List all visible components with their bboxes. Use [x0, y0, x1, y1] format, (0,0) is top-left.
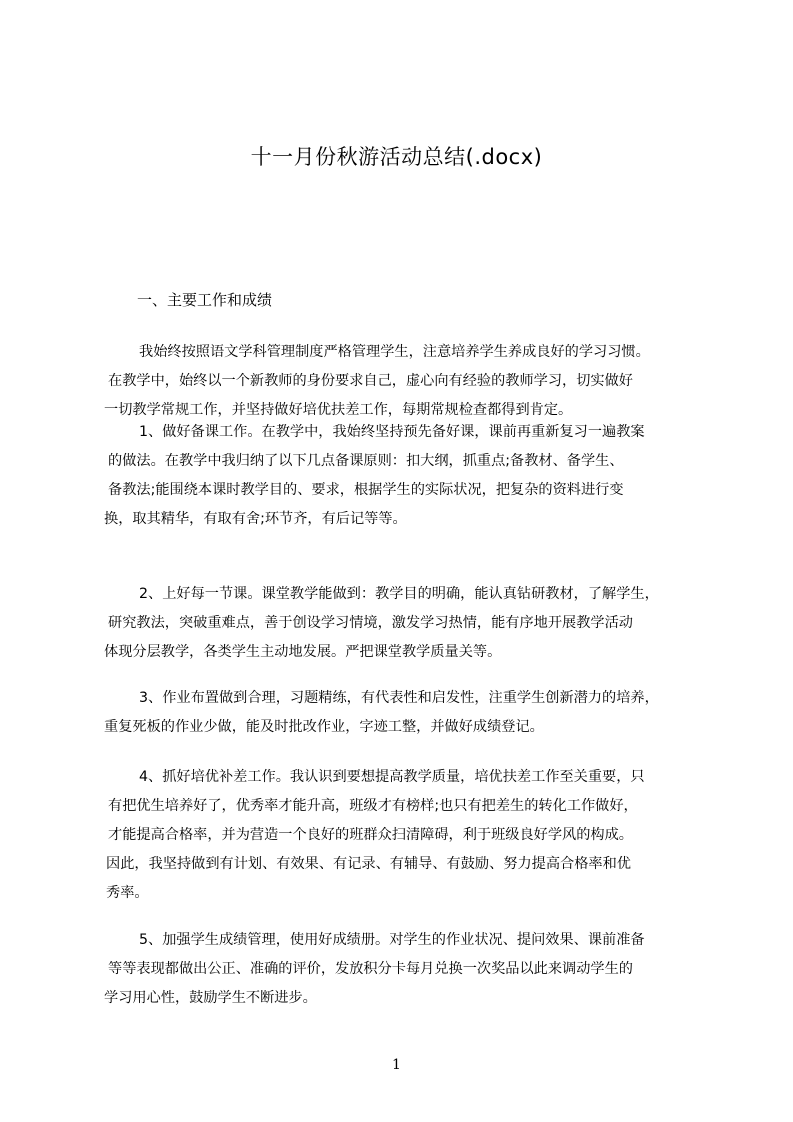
paragraph-line: 一切教学常规工作，并坚持做好培优扶差工作，每期常规检查都得到肯定。: [104, 402, 573, 418]
paragraph-5: [0, 763, 645, 908]
paragraph-line: 备教法;能围绕本课时教学目的、要求，根据学生的实际状况，把复杂的资料进行变: [108, 482, 624, 498]
document-title: 十一月份秋游活动总结(.docx): [250, 145, 543, 169]
paragraph-line: 2、上好每一节课。课堂教学能做到：教学目的明确，能认真钻研教材，了解学生，: [139, 586, 659, 602]
page-number: 1: [392, 1057, 401, 1073]
paragraph-line: 我始终按照语文学科管理制度严格管理学生，注意培养学生养成良好的学习习惯。: [139, 344, 650, 360]
paragraph-1: [0, 338, 650, 425]
paragraph-line: 秀率。: [106, 885, 149, 901]
paragraph-4: [0, 684, 659, 742]
paragraph-line: 换，取其精华，有取有舍;环节齐，有后记等等。: [104, 511, 407, 527]
paragraph-line: 体现分层教学，各类学生主动地发展。严把课堂教学质量关等。: [104, 644, 502, 660]
paragraph-3: [0, 580, 659, 667]
paragraph-line: 3、作业布置做到合理，习题精练，有代表性和启发性，注重学生创新潜力的培养，: [139, 690, 659, 706]
section-heading: 一、主要工作和成绩: [137, 291, 273, 309]
paragraph-2: [0, 418, 645, 534]
paragraph-line: 因此，我坚持做到有计划、有效果、有记录、有辅导、有鼓励、努力提高合格率和优: [106, 856, 631, 872]
paragraph-line: 研究教法，突破重难点，善于创设学习情境，激发学习热情，能有序地开展教学活动: [108, 615, 633, 631]
paragraph-line: 1、做好备课工作。在教学中，我始终坚持预先备好课，课前再重新复习一遍教案: [139, 424, 645, 440]
paragraph-line: 学习用心性，鼓励学生不断进步。: [104, 990, 317, 1006]
paragraph-line: 重复死板的作业少做，能及时批改作业，字迹工整，并做好成绩登记。: [104, 719, 544, 735]
paragraph-line: 的做法。在教学中我归纳了以下几点备课原则：扣大纲，抓重点;备教材、备学生、: [108, 453, 624, 469]
paragraph-line: 4、抓好培优补差工作。我认识到要想提高教学质量，培优扶差工作至关重要，只: [139, 769, 645, 785]
paragraph-line: 5、加强学生成绩管理，使用好成绩册。对学生的作业状况、提问效果、课前准备: [139, 932, 645, 948]
paragraph-line: 在教学中，始终以一个新教师的身份要求自己，虚心向有经验的教师学习，切实做好: [108, 373, 633, 389]
paragraph-6: [0, 926, 645, 1013]
paragraph-line: 有把优生培养好了，优秀率才能升高，班级才有榜样;也只有把差生的转化工作做好，: [108, 798, 638, 814]
paragraph-line: 才能提高合格率，并为营造一个良好的班群众扫清障碍，利于班级良好学风的构成。: [108, 827, 633, 843]
paragraph-line: 等等表现都做出公正、准确的评价，发放积分卡每月兑换一次奖品以此来调动学生的: [108, 961, 633, 977]
